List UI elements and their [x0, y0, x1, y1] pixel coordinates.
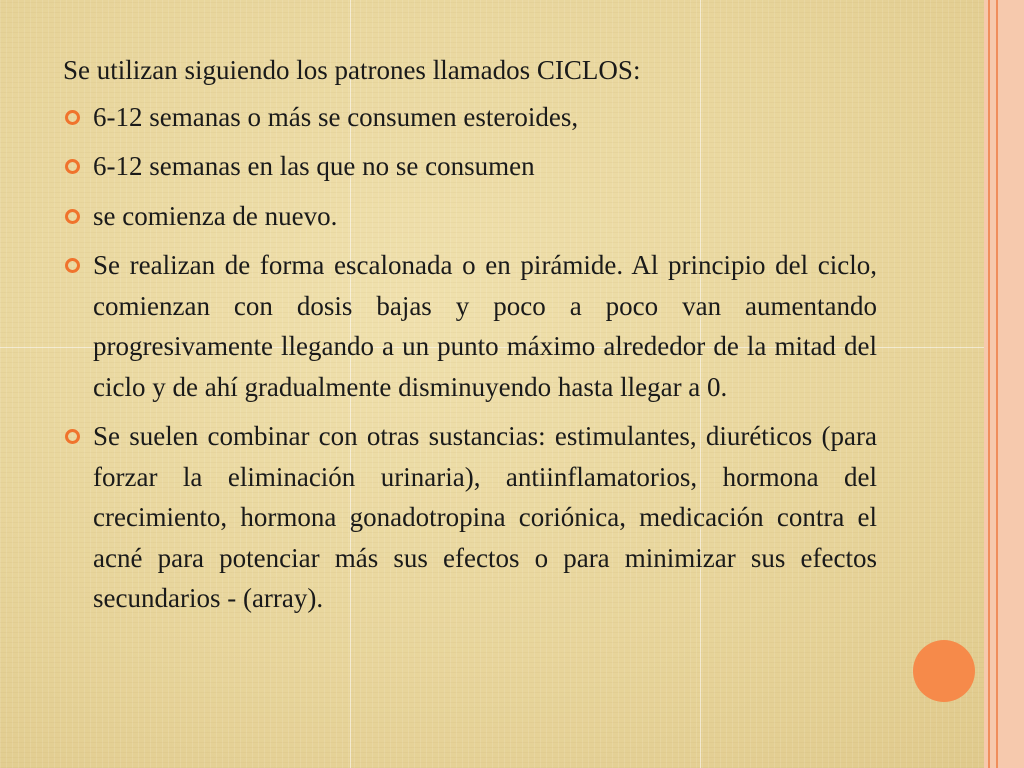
bullet-circle-icon	[65, 209, 80, 224]
slide-content	[63, 50, 877, 628]
list-item	[63, 146, 877, 187]
bullet-circle-icon	[65, 159, 80, 174]
bullet-list	[63, 97, 877, 619]
bullet-circle-icon	[65, 258, 80, 273]
slide-intro: Se utilizan siguiendo los patrones llamados CICLOS:	[63, 55, 641, 85]
list-item	[63, 245, 877, 407]
accent-circle	[913, 640, 975, 702]
list-item	[63, 97, 877, 138]
bullet-text: 6-12 semanas en las que no se consumen	[93, 151, 535, 181]
band-stripe	[996, 0, 998, 768]
bullet-circle-icon	[65, 110, 80, 125]
bullet-text: 6-12 semanas o más se consumen esteroides,	[93, 101, 579, 132]
bullet-text: se comienza de nuevo.	[93, 200, 338, 231]
bullet-text: Se realizan de forma escalonada o en pirámide. Al principio del ciclo, comienzan con dosis bajas y poco a poco van aumentando progresivamente llegando a un punto máximo alrededor de la mitad del ciclo y de ahí gradualmente disminuyendo hasta llegar a 0.	[93, 250, 877, 402]
bullet-circle-icon	[65, 429, 80, 444]
bullet-text: Se suelen combinar con otras sustancias: estimulantes, diuréticos (para forzar la eliminación urinaria), antiinflamatorios, hormona del crecimiento, hormona gonadotropina coriónica, medicación contra el acné para potenciar más sus efectos o para minimizar sus efectos secundarios - (array).	[93, 421, 877, 613]
right-decorative-band	[984, 0, 1024, 768]
list-item	[63, 416, 877, 619]
list-item	[63, 196, 877, 237]
band-stripe	[988, 0, 990, 768]
